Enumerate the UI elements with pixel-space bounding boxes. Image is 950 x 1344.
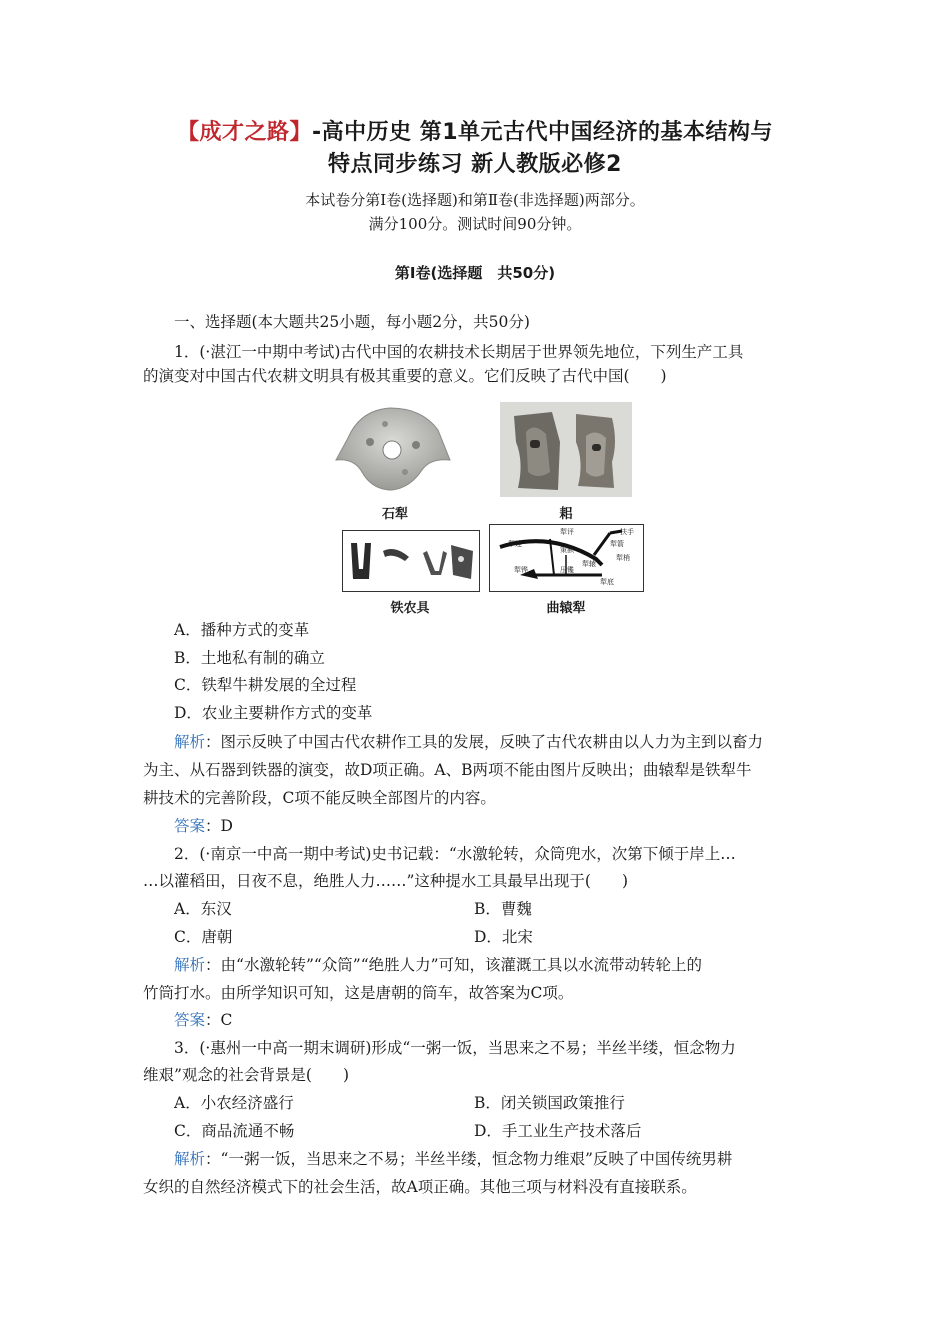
q2-analysis-text1: ：由“水激轮转”“众筒”“绝胜人力”可知，该灌溉工具以水流带动转轮上的: [205, 956, 703, 974]
q3-option-a: A．小农经济盛行: [174, 1094, 294, 1112]
q1-option-b: B．土地私有制的确立: [174, 649, 325, 667]
q1-analysis-line3: 耕技术的完善阶段，C项不能反映全部图片的内容。: [143, 789, 496, 807]
q2-answer-value: ：C: [205, 1011, 233, 1029]
iron-tools-image: [342, 530, 480, 592]
intro-line-2: 满分100分。测试时间90分钟。: [368, 215, 582, 233]
plough-label-4: 策额: [560, 546, 574, 554]
q3-analysis-line2: 女织的自然经济模式下的社会生活，故A项正确。其他三项与材料没有直接联系。: [143, 1178, 697, 1196]
si-tool-image: [500, 402, 632, 497]
q1-option-d: D．农业主要耕作方式的变革: [174, 704, 373, 722]
q1-answer-label: 答案: [174, 817, 206, 835]
q1-stem-line1: 1．(·湛江一中期中考试)古代中国的农耕技术长期居于世界领先地位，下列生产工具: [174, 343, 744, 361]
q1-answer-value: ：D: [205, 817, 233, 835]
plough-label-9: 压镵: [560, 566, 574, 574]
q2-stem-line2: …以灌稻田，日夜不息，绝胜人力……”这种提水工具最早出现于( ): [143, 872, 629, 890]
section-instruction: 一、选择题(本大题共25小题，每小题2分，共50分): [174, 313, 530, 331]
caption-stone-plough: 石犁: [381, 507, 408, 522]
q2-analysis-line2: 竹筒打水。由所学知识可知，这是唐朝的筒车，故答案为C项。: [143, 984, 574, 1002]
q1-option-c: C．铁犁牛耕发展的全过程: [174, 676, 357, 694]
intro-line-1: 本试卷分第Ⅰ卷(选择题)和第Ⅱ卷(非选择题)两部分。: [305, 191, 645, 209]
q2-option-c: C．唐朝: [174, 928, 233, 946]
document-title-line1: [120, 118, 830, 148]
caption-iron-tools: 铁农具: [390, 601, 430, 616]
q1-analysis-text1: ：图示反映了中国古代农耕作工具的发展，反映了古代农耕由以人力为主到以畜力: [205, 733, 764, 751]
document-title-line2: 特点同步练习 新人教版必修2: [328, 152, 622, 177]
q3-analysis-text1: ：“一粥一饭，当思来之不易；半丝半缕，恒念物力维艰”反映了中国传统男耕: [205, 1150, 733, 1168]
q1-analysis-line1: [174, 730, 763, 754]
q3-option-d: D．手工业生产技术落后: [474, 1122, 642, 1140]
q3-stem-line1: 3．(·惠州一中高一期末调研)形成“一粥一饭，当思来之不易；半丝半缕，恒念物力: [174, 1039, 736, 1057]
q3-analysis-label: 解析: [174, 1150, 206, 1168]
plough-label-1: 犁评: [560, 528, 574, 536]
plough-label-3: 犁梢: [616, 554, 630, 562]
q3-analysis-line1: [174, 1147, 732, 1171]
title-bracket: 【成才之路】: [176, 120, 312, 145]
plough-label-2: 犁箭: [610, 540, 624, 548]
plough-label-8: 犁铧: [514, 566, 528, 574]
q1-answer: [174, 814, 233, 838]
q2-analysis-label: 解析: [174, 956, 206, 974]
q2-stem-line1: 2．(·南京一中高一期中考试)史书记载：“水激轮转，众筒兜水，次第下倾于岸上…: [174, 845, 736, 863]
q2-analysis-line1: [174, 953, 702, 977]
curved-plough-diagram: [489, 524, 644, 592]
caption-si: 耜: [559, 507, 573, 522]
q1-analysis-line2: 为主、从石器到铁器的演变，故D项正确。A、B两项不能由图片反映出；曲辕犁是铁犁牛: [143, 761, 752, 779]
plough-label-5: 扶手: [620, 528, 634, 536]
q2-option-b: B．曹魏: [474, 900, 532, 918]
section-heading: 第Ⅰ卷(选择题 共50分): [394, 264, 556, 282]
q1-analysis-label: 解析: [174, 733, 206, 751]
q2-option-a: A．东汉: [174, 900, 232, 918]
q2-option-d: D．北宋: [474, 928, 533, 946]
q2-answer-label: 答案: [174, 1011, 206, 1029]
plough-label-10: 犁底: [600, 578, 614, 586]
q3-option-c: C．商品流通不畅: [174, 1122, 295, 1140]
q3-option-b: B．闭关锁国政策推行: [474, 1094, 625, 1112]
title-text-1: -高中历史 第1单元古代中国经济的基本结构与: [311, 120, 774, 145]
q3-stem-line2: 维艰”观念的社会背景是( ): [143, 1066, 350, 1084]
plough-label-6: 犁建: [508, 540, 522, 548]
q1-stem-line2: 的演变对中国古代农耕文明具有极其重要的意义。它们反映了古代中国( ): [143, 367, 667, 385]
caption-curved-plough: 曲辕犁: [546, 601, 586, 616]
q2-answer: [174, 1008, 232, 1032]
stone-plough-image: [330, 400, 455, 495]
q1-option-a: A．播种方式的变革: [174, 621, 310, 639]
plough-label-7: 犁辕: [582, 560, 596, 568]
